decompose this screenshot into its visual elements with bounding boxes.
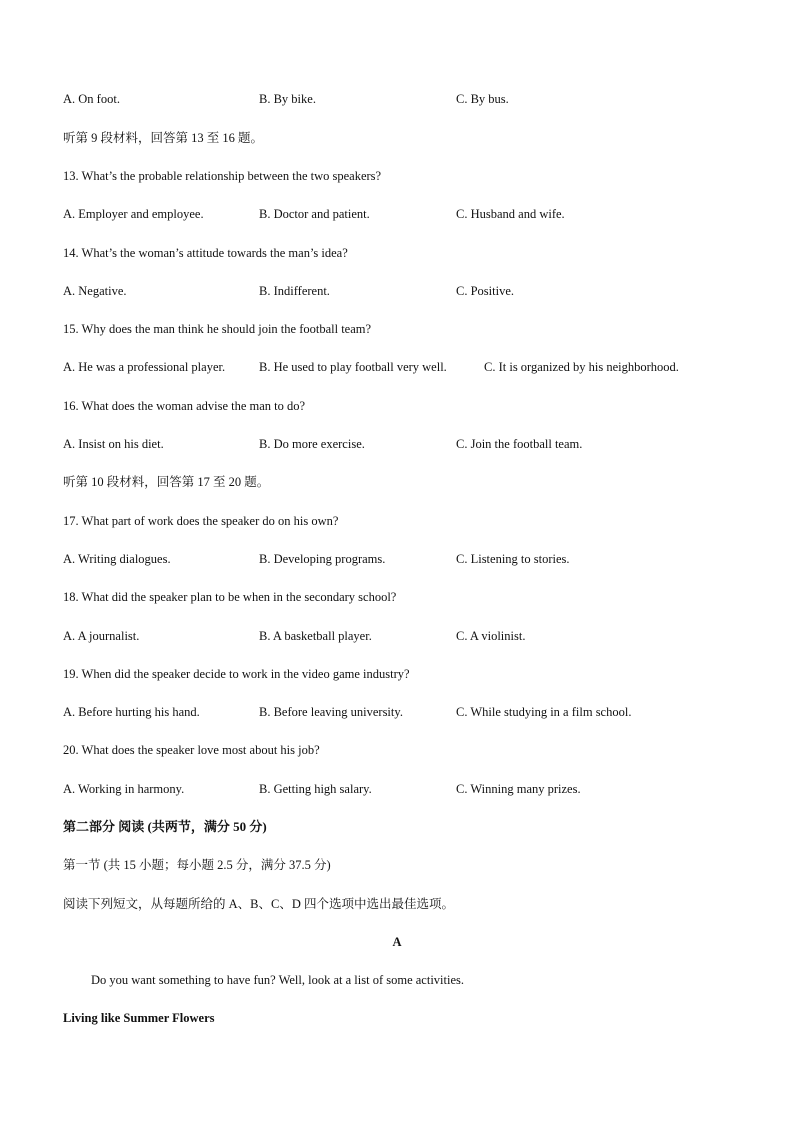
passage-intro: Do you want something to have fun? Well, look at a list of some activities. bbox=[91, 973, 464, 987]
q16-option-b: B. Do more exercise. bbox=[259, 437, 365, 451]
q15-option-b: B. He used to play football very well. bbox=[259, 360, 447, 374]
q15-question: 15. Why does the man think he should join the football team? bbox=[63, 322, 372, 336]
q19-question: 19. When did the speaker decide to work in the video game industry? bbox=[63, 667, 410, 681]
passage-heading: Living like Summer Flowers bbox=[63, 1011, 215, 1025]
q20-option-a: A. Working in harmony. bbox=[63, 782, 185, 796]
q12-option-c: C. By bus. bbox=[456, 92, 509, 106]
q20-question: 20. What does the speaker love most about his job? bbox=[63, 743, 320, 757]
q20-option-b: B. Getting high salary. bbox=[259, 782, 372, 796]
q12-option-b: B. By bike. bbox=[259, 92, 316, 106]
q19-option-b: B. Before leaving university. bbox=[259, 705, 403, 719]
section-1-title: 第一节 (共 15 小题；每小题 2.5 分，满分 37.5 分) bbox=[63, 858, 331, 872]
q17-option-a: A. Writing dialogues. bbox=[63, 552, 171, 566]
q19-option-a: A. Before hurting his hand. bbox=[63, 705, 200, 719]
q14-option-c: C. Positive. bbox=[456, 284, 514, 298]
section-9-heading: 听第 9 段材料，回答第 13 至 16 题。 bbox=[63, 131, 264, 145]
q18-question: 18. What did the speaker plan to be when in the secondary school? bbox=[63, 590, 397, 604]
q17-option-b: B. Developing programs. bbox=[259, 552, 386, 566]
q16-question: 16. What does the woman advise the man to do? bbox=[63, 399, 306, 413]
q16-option-a: A. Insist on his diet. bbox=[63, 437, 164, 451]
reading-instruction: 阅读下列短文，从每题所给的 A、B、C、D 四个选项中选出最佳选项。 bbox=[63, 897, 454, 911]
q15-option-a: A. He was a professional player. bbox=[63, 360, 226, 374]
q15-option-c: C. It is organized by his neighborhood. bbox=[484, 360, 679, 374]
q13-option-b: B. Doctor and patient. bbox=[259, 207, 370, 221]
q13-question: 13. What’s the probable relationship between the two speakers? bbox=[63, 169, 382, 183]
q13-option-a: A. Employer and employee. bbox=[63, 207, 204, 221]
q14-option-a: A. Negative. bbox=[63, 284, 127, 298]
q18-option-b: B. A basketball player. bbox=[259, 629, 372, 643]
part-2-title: 第二部分 阅读 (共两节，满分 50 分) bbox=[63, 819, 267, 834]
passage-label: A bbox=[392, 935, 402, 949]
q13-option-c: C. Husband and wife. bbox=[456, 207, 565, 221]
q16-option-c: C. Join the football team. bbox=[456, 437, 583, 451]
q17-question: 17. What part of work does the speaker do on his own? bbox=[63, 514, 339, 528]
section-10-heading: 听第 10 段材料，回答第 17 至 20 题。 bbox=[63, 475, 270, 489]
q19-option-c: C. While studying in a film school. bbox=[456, 705, 632, 719]
q14-question: 14. What’s the woman’s attitude towards the man’s idea? bbox=[63, 246, 348, 260]
q14-option-b: B. Indifferent. bbox=[259, 284, 330, 298]
q12-option-a: A. On foot. bbox=[63, 92, 120, 106]
q17-option-c: C. Listening to stories. bbox=[456, 552, 570, 566]
q20-option-c: C. Winning many prizes. bbox=[456, 782, 581, 796]
q18-option-a: A. A journalist. bbox=[63, 629, 140, 643]
q18-option-c: C. A violinist. bbox=[456, 629, 526, 643]
